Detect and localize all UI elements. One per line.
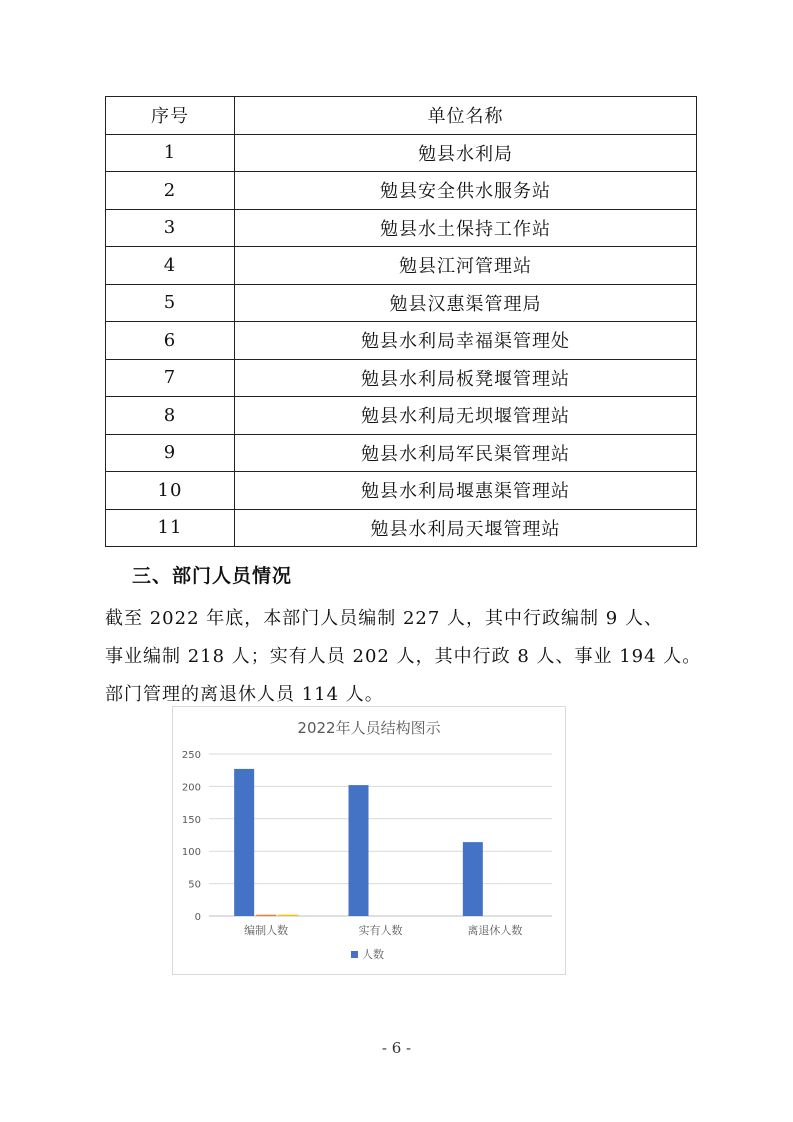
chart-svg xyxy=(173,707,565,974)
row-unit-name: 勉县水利局板凳堰管理站 xyxy=(235,359,697,397)
page-number: - 6 - xyxy=(381,1039,412,1057)
legend-swatch xyxy=(351,951,358,958)
table-body xyxy=(106,134,697,547)
row-serial: 3 xyxy=(106,209,235,247)
row-serial: 2 xyxy=(106,172,235,210)
bar xyxy=(256,915,276,916)
row-unit-name: 勉县水利局幸福渠管理处 xyxy=(235,322,697,360)
y-tick-label: 50 xyxy=(188,879,201,891)
table-header-row xyxy=(106,97,697,135)
table-row xyxy=(106,359,697,397)
unit-table xyxy=(105,96,697,547)
x-tick-label: 编制人数 xyxy=(244,924,289,937)
row-unit-name: 勉县江河管理站 xyxy=(235,247,697,285)
table-row xyxy=(106,172,697,210)
row-serial: 8 xyxy=(106,397,235,435)
y-tick-label: 250 xyxy=(181,750,201,761)
staff-structure-chart xyxy=(172,706,566,975)
table-row xyxy=(106,509,697,547)
row-unit-name: 勉县水利局堰惠渠管理站 xyxy=(235,472,697,510)
bar xyxy=(349,785,369,916)
table-row xyxy=(106,434,697,472)
row-unit-name: 勉县水土保持工作站 xyxy=(235,209,697,247)
y-tick-label: 200 xyxy=(181,782,201,794)
staff-paragraph xyxy=(105,600,705,714)
paragraph-line: 事业编制 218 人；实有人员 202 人，其中行政 8 人、事业 194 人。 xyxy=(105,646,702,667)
table-row xyxy=(106,472,697,510)
table-row xyxy=(106,284,697,322)
y-tick-label: 150 xyxy=(181,814,201,826)
table-row xyxy=(106,247,697,285)
bar xyxy=(463,842,483,916)
chart-title: 2022年人员结构图示 xyxy=(297,719,441,737)
section-heading: 三、部门人员情况 xyxy=(132,565,293,587)
row-serial: 10 xyxy=(106,472,235,510)
paragraph-line: 部门管理的离退休人员 114 人。 xyxy=(105,684,384,705)
row-unit-name: 勉县水利局无坝堰管理站 xyxy=(235,397,697,435)
legend-label: 人数 xyxy=(362,948,384,961)
table-row xyxy=(106,209,697,247)
paragraph-line: 截至 2022 年底，本部门人员编制 227 人，其中行政编制 9 人、 xyxy=(105,608,663,629)
header-serial: 序号 xyxy=(106,97,235,135)
table-row xyxy=(106,322,697,360)
row-unit-name: 勉县汉惠渠管理局 xyxy=(235,284,697,322)
row-serial: 7 xyxy=(106,359,235,397)
row-serial: 11 xyxy=(106,509,235,547)
row-serial: 9 xyxy=(106,434,235,472)
x-tick-label: 离退休人数 xyxy=(467,924,523,937)
row-serial: 4 xyxy=(106,247,235,285)
y-tick-label: 100 xyxy=(181,847,201,859)
header-unit-name: 单位名称 xyxy=(235,97,697,135)
row-unit-name: 勉县水利局 xyxy=(235,134,697,172)
row-serial: 6 xyxy=(106,322,235,360)
row-unit-name: 勉县水利局天堰管理站 xyxy=(235,509,697,547)
y-tick-label: 0 xyxy=(194,912,201,923)
row-unit-name: 勉县安全供水服务站 xyxy=(235,172,697,210)
x-tick-label: 实有人数 xyxy=(358,924,403,937)
bar xyxy=(278,915,298,916)
table-row xyxy=(106,397,697,435)
row-serial: 5 xyxy=(106,284,235,322)
row-unit-name: 勉县水利局军民渠管理站 xyxy=(235,434,697,472)
table-row xyxy=(106,134,697,172)
row-serial: 1 xyxy=(106,134,235,172)
bar xyxy=(234,769,254,916)
